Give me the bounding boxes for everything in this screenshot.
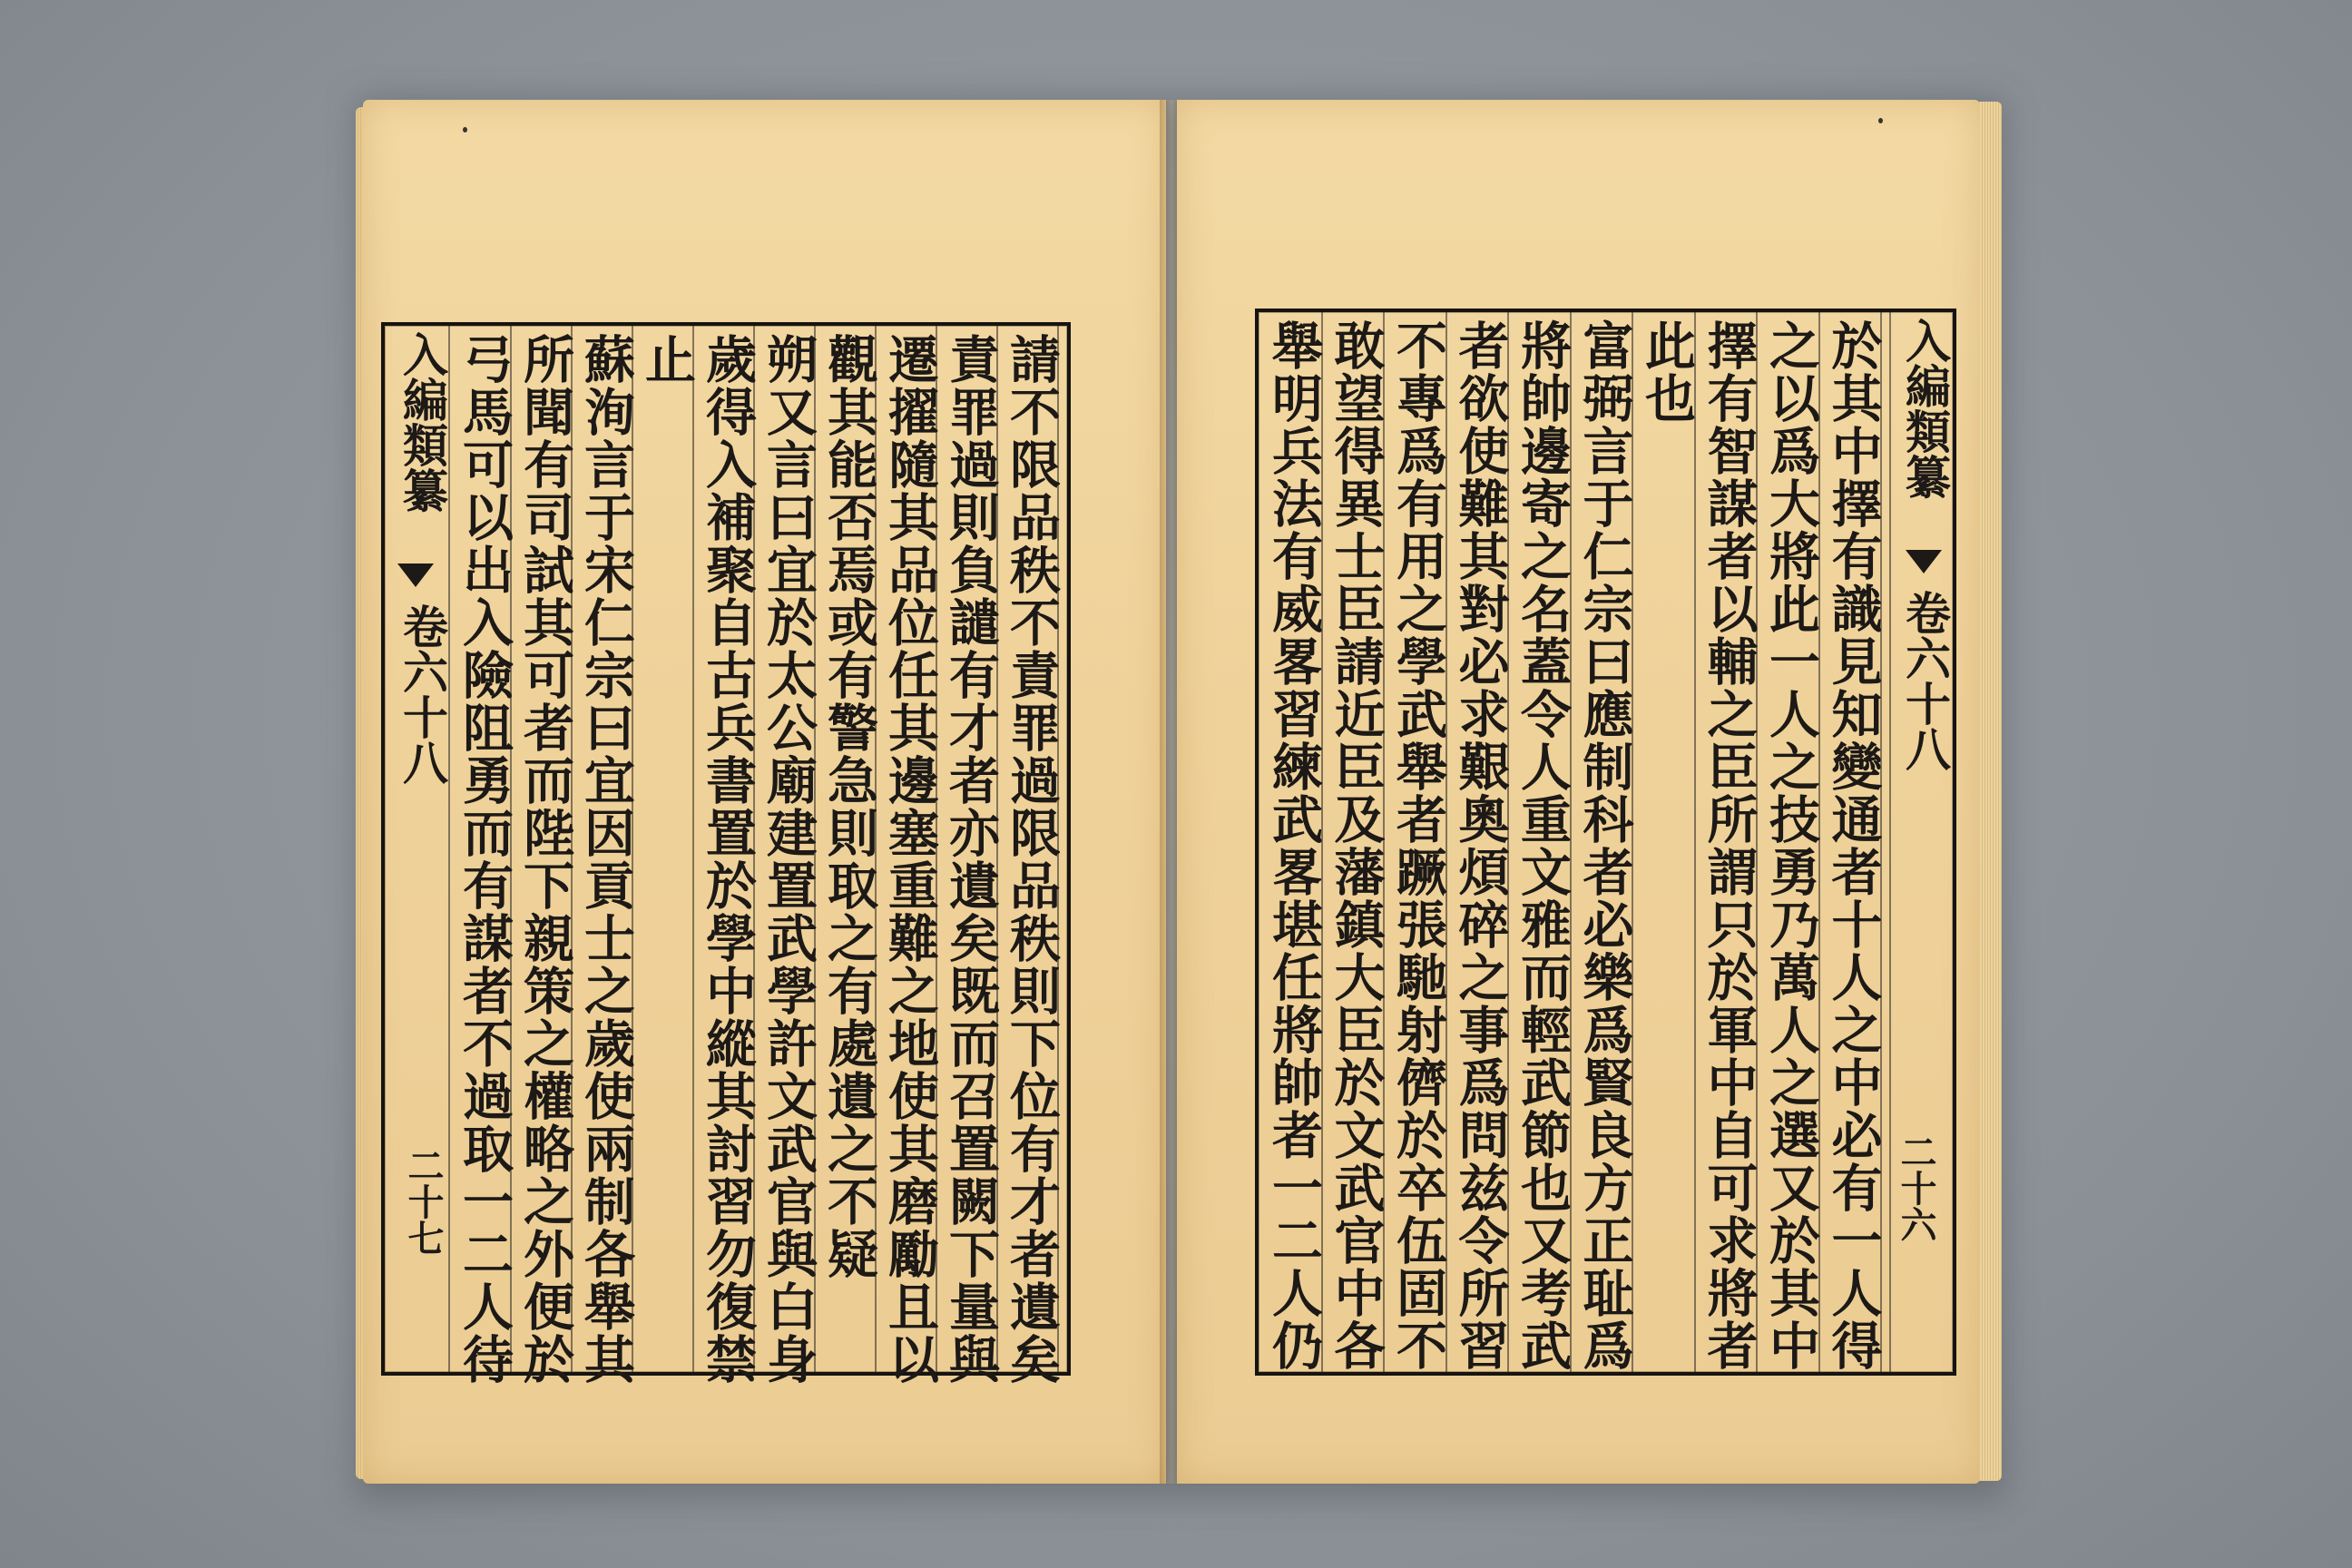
text-column: 遷擢隨其品位任其邊塞重難之地使其磨勵且以 xyxy=(880,333,940,1386)
text-column: 請不限品秩不責罪過限品秩則下位有才者遺矣 xyxy=(1002,333,1062,1386)
page-mark xyxy=(1878,118,1883,123)
banxin-leaf-number: 二十七 xyxy=(402,1147,445,1256)
text-column: 蘇洵言于宋仁宗曰宜因貢士之歲使兩制各舉其 xyxy=(576,333,636,1386)
column-rule xyxy=(1694,312,1696,1372)
fish-tail-mark xyxy=(397,564,434,587)
text-column: 歲得入補聚自古兵書置於學中縱其討習勿復禁 xyxy=(698,333,758,1386)
text-column: 者欲使難其對必求艱奧煩碎之事爲問兹令所習 xyxy=(1450,319,1511,1372)
text-column: 敢望得異士臣請近臣及藩鎮大臣於文武官中各 xyxy=(1326,319,1387,1372)
text-column: 擇有智謀者以輔之臣所謂只於軍中自可求將者 xyxy=(1699,319,1759,1372)
left-banxin-juan xyxy=(387,598,448,785)
banxin-title: 入編類纂 xyxy=(1898,318,1952,499)
left-text-block xyxy=(381,322,1071,1386)
text-column: 不專爲有用之學武舉者蹶張馳射儕於卒伍固不 xyxy=(1388,319,1448,1372)
banxin-leaf-number: 二十六 xyxy=(1895,1133,1937,1242)
banxin-title: 入編類纂 xyxy=(396,331,449,513)
text-column: 觀其能否焉或有警急則取之有處遺之不疑 xyxy=(819,333,879,1280)
right-banxin-juan xyxy=(1891,584,1951,771)
text-column: 所聞有司試其可者而陛下親策之權略之外便於 xyxy=(515,333,575,1386)
fish-tail-mark xyxy=(1906,550,1942,573)
text-column: 弓馬可以出入險阻勇而有謀者不過取一二人待 xyxy=(455,333,514,1386)
text-column: 將帥邊寄之名蓋令人重文雅而輕武節也又考武 xyxy=(1513,319,1573,1372)
text-column: 之以爲大將此一人之技勇乃萬人之選又於其中 xyxy=(1761,319,1821,1372)
text-column: 舉明兵法有威畧習練武畧堪任將帥者一二人仍 xyxy=(1264,319,1324,1372)
banxin-juan: 卷六十八 xyxy=(1898,590,1952,771)
banxin-juan: 卷六十八 xyxy=(396,603,449,785)
page-mark xyxy=(463,127,467,132)
column-rule xyxy=(692,326,694,1372)
text-column: 富弼言于仁宗曰應制科者必樂爲賢良方正耻爲 xyxy=(1574,319,1635,1372)
text-column: 此也 xyxy=(1637,319,1697,425)
text-column: 止 xyxy=(637,333,697,386)
text-column: 於其中擇有識見知變通者十人之中必有一人得 xyxy=(1823,319,1884,1372)
right-text-block xyxy=(1255,309,1956,1376)
text-column: 責罪過則負譴有才者亦遺矣既而召置闕下量與 xyxy=(941,333,1001,1386)
text-column: 朔又言曰宜於太公廟建置武學許文武官與白身 xyxy=(759,333,818,1386)
